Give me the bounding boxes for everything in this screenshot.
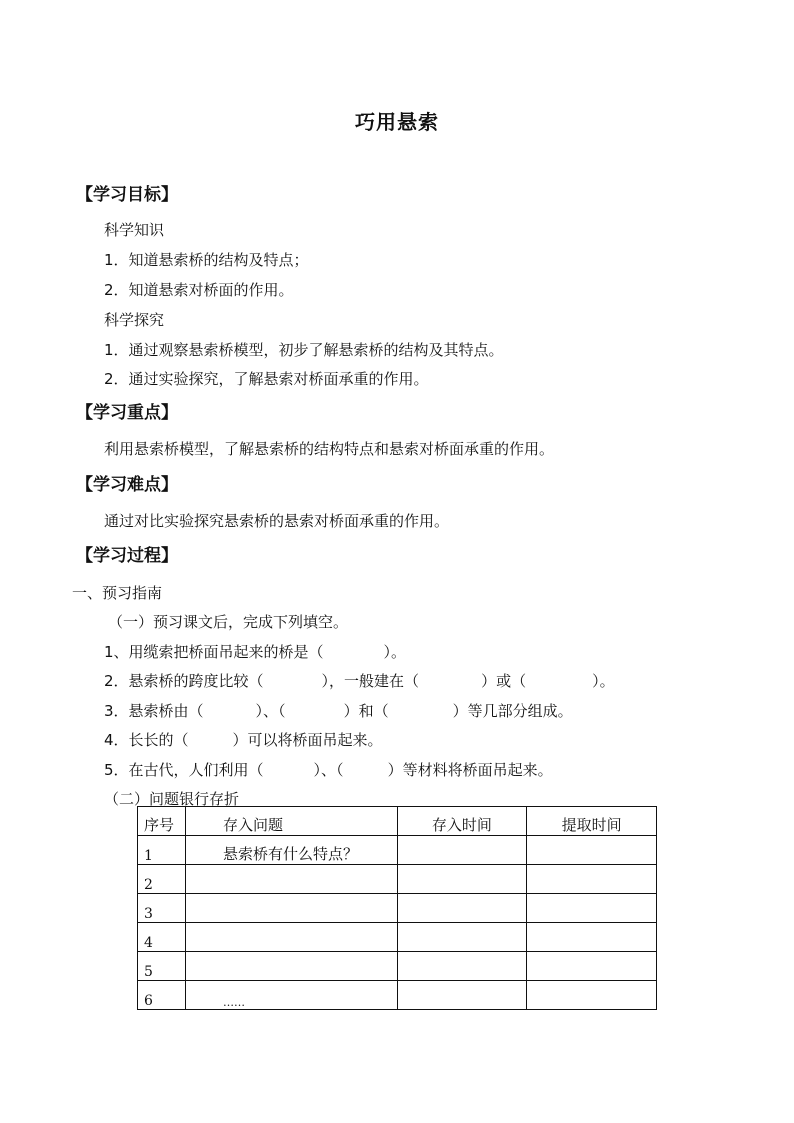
header-cell: 提取时间 (527, 807, 657, 836)
knowledge-item-1: 1．知道悬索桥的结构及特点； (104, 251, 309, 269)
deposit-time-cell[interactable] (397, 894, 527, 923)
withdraw-time-cell[interactable] (527, 894, 657, 923)
deposit-time-cell[interactable] (397, 836, 527, 865)
withdraw-time-cell[interactable] (527, 981, 657, 1010)
row-number: 2 (138, 865, 186, 894)
difficulty-heading: 【学习难点】 (76, 475, 178, 495)
explore-item-2: 2．通过实验探究，了解悬索对桥面承重的作用。 (104, 370, 429, 388)
question-cell[interactable] (185, 952, 397, 981)
fill-question-4: 4．长长的（ ）可以将桥面吊起来。 (104, 731, 383, 749)
deposit-time-cell[interactable] (397, 981, 527, 1010)
table-header-row (138, 807, 657, 836)
question-cell[interactable]: …… (185, 981, 397, 1010)
fill-question-2: 2．悬索桥的跨度比较（ ），一般建在（ ）或（ ）。 (104, 672, 615, 690)
header-cell: 存入问题 (185, 807, 397, 836)
question-cell[interactable] (185, 894, 397, 923)
key-points-heading: 【学习重点】 (76, 403, 178, 423)
withdraw-time-cell[interactable] (527, 923, 657, 952)
table-row (138, 952, 657, 981)
explore-label: 科学探究 (104, 311, 165, 329)
fill-question-5: 5．在古代，人们利用（ ）、（ ）等材料将桥面吊起来。 (104, 761, 553, 779)
withdraw-time-cell[interactable] (527, 836, 657, 865)
goals-heading: 【学习目标】 (76, 185, 178, 205)
row-number: 1 (138, 836, 186, 865)
table-row (138, 923, 657, 952)
fill-question-3: 3．悬索桥由（ ）、（ ）和（ ）等几部分组成。 (104, 702, 573, 720)
knowledge-label: 科学知识 (104, 221, 165, 239)
question-bank-table (137, 806, 657, 1010)
page-title: 巧用悬索 (355, 110, 439, 134)
deposit-time-cell[interactable] (397, 952, 527, 981)
withdraw-time-cell[interactable] (527, 952, 657, 981)
question-cell: 悬索桥有什么特点？ (185, 836, 397, 865)
part2-title: （二）问题银行存折 (104, 790, 240, 808)
section-preview-guide: 一、预习指南 (72, 584, 163, 602)
header-cell: 序号 (138, 807, 186, 836)
table-row (138, 894, 657, 923)
fill-question-1: 1、用缆索把桥面吊起来的桥是（ ）。 (104, 643, 407, 661)
part1-title: （一）预习课文后，完成下列填空。 (108, 613, 349, 631)
row-number: 6 (138, 981, 186, 1010)
question-cell[interactable] (185, 865, 397, 894)
explore-item-1: 1．通过观察悬索桥模型，初步了解悬索桥的结构及其特点。 (104, 341, 504, 359)
table-row (138, 865, 657, 894)
difficulty-text: 通过对比实验探究悬索桥的悬索对桥面承重的作用。 (104, 512, 450, 530)
row-number: 3 (138, 894, 186, 923)
deposit-time-cell[interactable] (397, 865, 527, 894)
table-row (138, 981, 657, 1010)
process-heading: 【学习过程】 (76, 546, 178, 566)
withdraw-time-cell[interactable] (527, 865, 657, 894)
knowledge-item-2: 2．知道悬索对桥面的作用。 (104, 281, 294, 299)
header-cell: 存入时间 (397, 807, 527, 836)
question-cell[interactable] (185, 923, 397, 952)
table-row (138, 836, 657, 865)
row-number: 5 (138, 952, 186, 981)
row-number: 4 (138, 923, 186, 952)
key-points-text: 利用悬索桥模型，了解悬索桥的结构特点和悬索对桥面承重的作用。 (104, 440, 555, 458)
deposit-time-cell[interactable] (397, 923, 527, 952)
